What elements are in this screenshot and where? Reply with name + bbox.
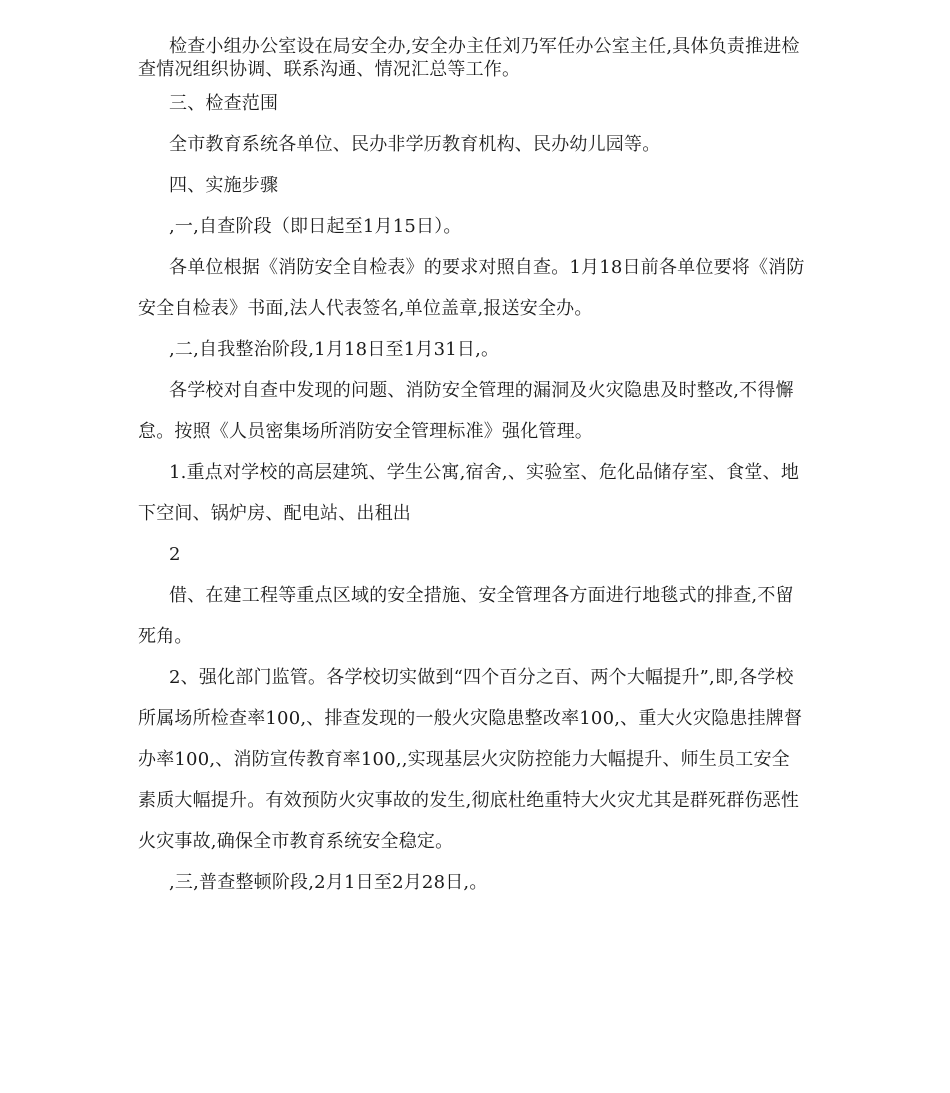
heading-implementation-steps: 四、实施步骤 <box>169 175 279 196</box>
paragraph-self-check-content: 各单位根据《消防安全自检表》的要求对照自查。1月18日前各单位要将《消防安全自检表》书面,法人代表签名,单位盖章,报送安全办。 <box>138 257 805 319</box>
heading-general-inspection-stage: ,三,普查整顿阶段,2月1日至2月28日,。 <box>169 872 488 893</box>
page-number: 2 <box>169 544 181 565</box>
heading-inspection-scope: 三、检查范围 <box>169 93 279 114</box>
paragraph-office-setup: 检查小组办公室设在局安全办,安全办主任刘乃军任办公室主任,具体负责推进检查情况组织协调、联系沟通、情况汇总等工作。 <box>138 36 800 80</box>
heading-self-rectification-stage: ,二,自我整治阶段,1月18日至1月31日,。 <box>169 339 500 360</box>
paragraph-department-supervision: 2、强化部门监管。各学校切实做到“四个百分之百、两个大幅提升”,即,各学校所属场所检查率100,、排查发现的一般火灾隐患整改率100,、重大火灾隐患挂牌督办率100,、消防宣传教育率100,,实现基层火灾防控能力大幅提升、师生员工安全素质大幅提升。有效预防火灾事故的发生,彻底杜绝重特大火灾尤其是群死群伤恶性火灾事故,确保全市教育系统安全稳定。 <box>138 667 803 852</box>
paragraph-key-areas-continued: 借、在建工程等重点区域的安全措施、安全管理各方面进行地毯式的排查,不留死角。 <box>138 585 794 647</box>
paragraph-key-areas: 1.重点对学校的高层建筑、学生公寓,宿舍,、实验室、危化品储存室、食堂、地下空间、锅炉房、配电站、出租出 <box>138 462 800 524</box>
paragraph-scope-content: 全市教育系统各单位、民办非学历教育机构、民办幼儿园等。 <box>169 134 661 155</box>
heading-self-check-stage: ,一,自查阶段（即日起至1月15日）。 <box>169 216 462 237</box>
paragraph-rectification-content: 各学校对自查中发现的问题、消防安全管理的漏洞及火灾隐患及时整改,不得懈怠。按照《人员密集场所消防安全管理标准》强化管理。 <box>138 380 794 442</box>
